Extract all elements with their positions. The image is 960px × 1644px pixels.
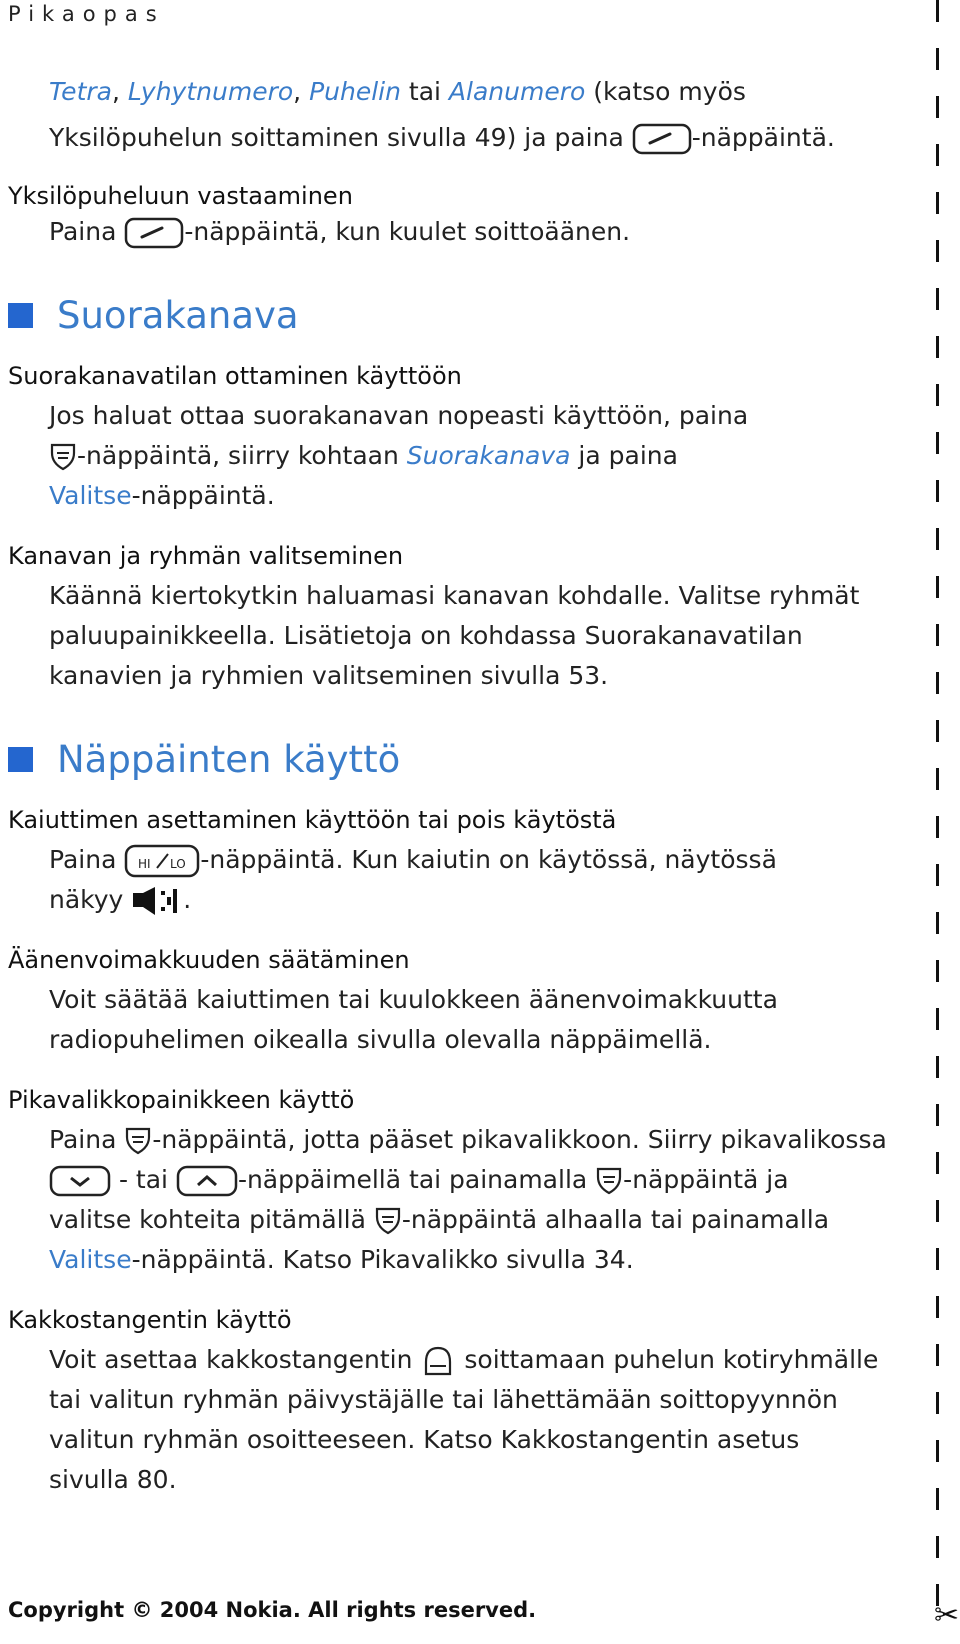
body-line: radiopuhelimen oikealla sivulla olevalla näppäimellä. — [49, 1025, 712, 1054]
body-line: tai valitun ryhmän päivystäjälle tai lähettämään soittopyynnön — [49, 1385, 838, 1414]
cut-mark — [936, 1056, 939, 1078]
call-key-icon — [632, 123, 692, 155]
link-alanumero: Alanumero — [448, 77, 586, 106]
cut-mark — [936, 240, 939, 262]
body-line: Paina HI LO -näppäintä. Kun kaiutin on käytössä, näytössä — [49, 844, 777, 878]
answer-heading: Yksilöpuheluun vastaaminen — [8, 182, 353, 210]
body-line: Paina -näppäintä, jotta pääset pikavalikkoon. Siirry pikavalikossa — [49, 1124, 887, 1157]
section-square-icon — [8, 303, 33, 328]
body-line: näkyy . — [49, 885, 192, 914]
cut-mark — [936, 864, 939, 886]
answer-line: Paina -näppäintä, kun kuulet soittoäänen. — [49, 216, 630, 249]
body-line: Käännä kiertokytkin haluamasi kanavan kohdalle. Valitse ryhmät — [49, 581, 860, 610]
svg-text:LO: LO — [170, 857, 187, 871]
cut-mark — [936, 816, 939, 838]
cut-mark — [936, 432, 939, 454]
cut-mark — [936, 624, 939, 646]
body-line: Jos haluat ottaa suorakanavan nopeasti käyttöön, paina — [49, 401, 749, 430]
scissors-icon: ✂ — [934, 1598, 960, 1633]
section-square-icon — [8, 747, 33, 772]
cut-mark — [936, 336, 939, 358]
subheading: Suorakanavatilan ottaminen käyttöön — [8, 362, 462, 390]
cut-mark — [936, 480, 939, 502]
body-line: Valitse-näppäintä. Katso Pikavalikko sivulla 34. — [49, 1245, 634, 1274]
cut-mark — [936, 1344, 939, 1366]
hi-lo-key-icon — [124, 844, 200, 878]
cut-mark — [936, 1440, 939, 1462]
section-title: Näppäinten käyttö — [57, 738, 401, 781]
section-nappainten-kaytto — [8, 738, 400, 781]
intro-line-2: Yksilöpuhelun soittaminen sivulla 49) ja paina -näppäintä. — [49, 122, 835, 155]
cut-mark — [936, 1392, 939, 1414]
cut-mark — [936, 1008, 939, 1030]
cut-mark — [936, 96, 939, 118]
cut-mark — [936, 960, 939, 982]
softkey-valitse: Valitse — [49, 1245, 132, 1274]
link-tetra: Tetra — [49, 77, 112, 106]
subheading: Kaiuttimen asettaminen käyttöön tai pois käytöstä — [8, 806, 617, 834]
link-lyhytnumero: Lyhytnumero — [127, 77, 294, 106]
body-line: sivulla 80. — [49, 1465, 177, 1494]
body-line: paluupainikkeella. Lisätietoja on kohdassa Suorakanavatilan — [49, 621, 803, 650]
cut-mark — [936, 528, 939, 550]
menu-key-icon — [124, 1125, 152, 1157]
link-puhelin: Puhelin — [309, 77, 401, 106]
cut-mark — [936, 912, 939, 934]
cut-mark — [936, 768, 939, 790]
cut-mark — [936, 1296, 939, 1318]
body-line: valitun ryhmän osoitteeseen. Katso Kakkostangentin asetus — [49, 1425, 800, 1454]
subheading: Äänenvoimakkuuden säätäminen — [8, 946, 410, 974]
body-line: - tai -näppäimellä tai painamalla -näppäintä ja — [49, 1164, 789, 1197]
subheading: Kanavan ja ryhmän valitseminen — [8, 542, 404, 570]
cut-mark — [936, 48, 939, 70]
cut-mark — [936, 1200, 939, 1222]
menu-key-icon — [374, 1205, 402, 1237]
cut-mark — [936, 1488, 939, 1510]
running-title: Pikaopas — [8, 2, 165, 26]
menu-key-icon — [595, 1165, 623, 1197]
body-line: -näppäintä, siirry kohtaan Suorakanava ja paina — [49, 440, 678, 473]
intro-line-1: Tetra, Lyhytnumero, Puhelin tai Alanumero (katso myös — [49, 77, 746, 106]
link-suorakanava: Suorakanava — [406, 441, 571, 470]
body-line: Voit asettaa kakkostangentin soittamaan puhelun kotiryhmälle — [49, 1344, 878, 1378]
cut-mark — [936, 0, 939, 22]
scroll-up-key-icon — [176, 1165, 238, 1197]
cut-mark — [936, 1104, 939, 1126]
cut-mark — [936, 144, 939, 166]
cut-mark — [936, 672, 939, 694]
cut-mark — [936, 1248, 939, 1270]
body-line: Valitse-näppäintä. — [49, 481, 275, 510]
section-title: Suorakanava — [57, 294, 299, 337]
body-line: Voit säätää kaiuttimen tai kuulokkeen äänenvoimakkuutta — [49, 985, 778, 1014]
cut-mark — [936, 288, 939, 310]
copyright: Copyright © 2004 Nokia. All rights reserved. — [8, 1598, 537, 1622]
cut-mark — [936, 720, 939, 742]
body-line: kanavien ja ryhmien valitseminen sivulla 53. — [49, 661, 609, 690]
body-line: valitse kohteita pitämällä -näppäintä alhaalla tai painamalla — [49, 1204, 829, 1237]
cut-mark — [936, 384, 939, 406]
subheading: Pikavalikkopainikkeen käyttö — [8, 1086, 355, 1114]
subheading: Kakkostangentin käyttö — [8, 1306, 292, 1334]
menu-key-icon — [49, 441, 77, 473]
cut-mark — [936, 1152, 939, 1174]
cut-marks — [930, 0, 960, 1644]
second-ptt-icon — [420, 1344, 456, 1378]
cut-mark — [936, 192, 939, 214]
softkey-valitse: Valitse — [49, 481, 132, 510]
section-suorakanava — [8, 294, 299, 337]
svg-text:HI: HI — [138, 857, 151, 871]
cut-mark — [936, 576, 939, 598]
speaker-indicator-icon — [131, 887, 183, 915]
call-key-icon — [124, 217, 184, 249]
cut-mark — [936, 1536, 939, 1558]
scroll-down-key-icon — [49, 1165, 111, 1197]
